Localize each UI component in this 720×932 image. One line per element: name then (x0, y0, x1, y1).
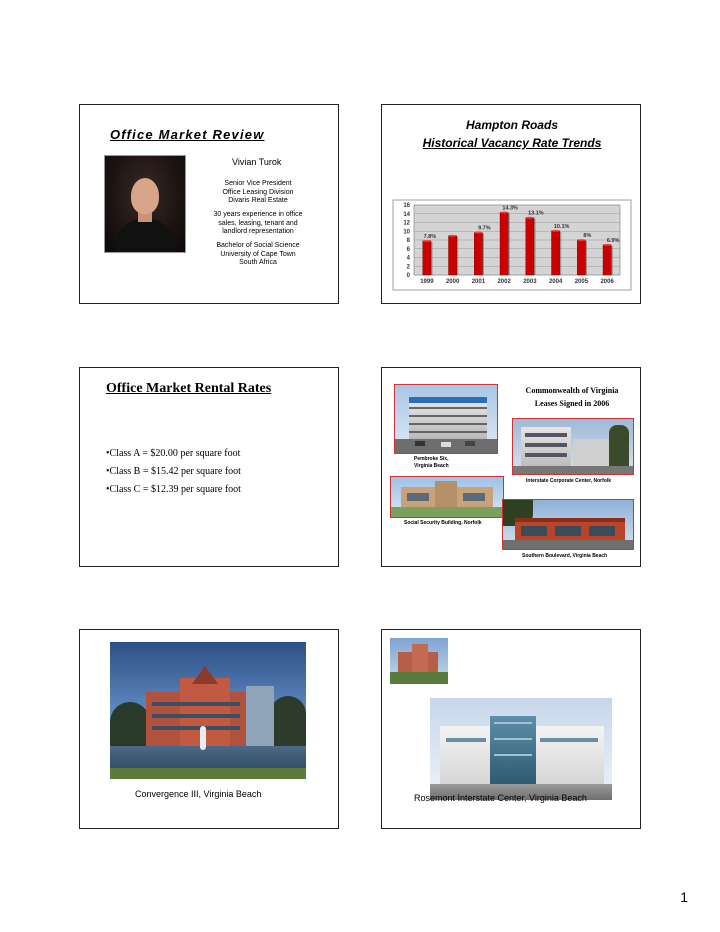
pembroke-caption-line1: Pembroke Six, (414, 456, 449, 462)
x-tick-label: 1999 (420, 279, 434, 285)
x-tick-label: 2003 (523, 279, 537, 285)
x-tick-label: 2001 (471, 279, 486, 285)
slide-leases-signed (381, 367, 641, 567)
slide-rosemont-interstate (381, 629, 641, 829)
data-label: 7.8% (423, 233, 437, 240)
convergence-iii-photo (110, 642, 306, 779)
southern-boulevard-photo (502, 499, 634, 550)
y-tick-label: 8 (406, 238, 410, 244)
bar-2000 (449, 236, 457, 275)
bar-top (423, 240, 431, 242)
experience-line: landlord representation (222, 228, 294, 235)
slide-office-market-review (79, 104, 339, 304)
chart-title-line1: Hampton Roads (465, 118, 558, 132)
bar-1999 (423, 241, 431, 275)
x-tick-label: 2004 (548, 279, 563, 285)
bar-top (552, 230, 560, 232)
slide-title-line2: Leases Signed in 2006 (534, 399, 610, 408)
social-security-building-photo (390, 476, 504, 518)
convergence-caption: Convergence III, Virginia Beach (135, 789, 262, 799)
pembroke-six-photo (394, 384, 498, 454)
rosemont-caption: Rosemont Interstate Center, Virginia Beach (414, 793, 587, 803)
slide-title: Office Market Review (110, 127, 265, 142)
page-number: 1 (680, 889, 688, 905)
bar-2003 (526, 218, 534, 275)
bar-2004 (552, 231, 560, 275)
bar-top (577, 239, 585, 241)
experience-line: sales, leasing, tenant and (218, 219, 298, 227)
interstate-caption: Interstate Corporate Center, Norfolk (526, 478, 612, 484)
experience-line: 30 years experience in office (213, 211, 303, 218)
y-tick-label: 10 (403, 229, 410, 236)
slide-convergence-iii (79, 629, 339, 829)
interstate-corporate-center-photo (512, 418, 634, 475)
rosemont-interstate-center-photo (430, 698, 612, 800)
data-label: 9.7% (478, 225, 491, 232)
y-tick-label: 4 (406, 255, 410, 262)
y-tick-label: 2 (406, 264, 410, 271)
bar-2001 (474, 233, 482, 275)
y-tick-label: 6 (406, 246, 410, 253)
rate-class-c: •Class C = $12.39 per square foot (106, 484, 241, 495)
role-line: Divaris Real Estate (228, 197, 288, 204)
experience-block (198, 211, 318, 237)
rate-class-a: •Class A = $20.00 per square foot (106, 448, 241, 459)
role-line: Senior Vice President (224, 180, 292, 187)
social-security-caption: Social Security Building, Norfolk (404, 520, 482, 526)
y-tick-label: 16 (403, 203, 410, 209)
data-label: 8% (583, 233, 592, 239)
data-label: 10.1% (553, 223, 570, 230)
bar-top (526, 217, 534, 219)
vacancy-bar-chart (392, 199, 632, 291)
y-tick-label: 14 (403, 211, 410, 218)
data-label: 13.1% (528, 210, 544, 217)
southern-boulevard-caption: Southern Boulevard, Virginia Beach (522, 553, 608, 559)
slide-vacancy-trends (381, 104, 641, 304)
data-label: 14.3% (502, 205, 518, 212)
pembroke-caption-line2: Virginia Beach (414, 463, 449, 469)
bar-2002 (500, 212, 508, 275)
portrait-photo (104, 155, 186, 253)
slide-rental-rates (79, 367, 339, 567)
education-block (198, 242, 318, 268)
chart-title-line2: Historical Vacancy Rate Trends (422, 136, 602, 150)
slide-title-line1: Commonwealth of Virginia (525, 386, 619, 395)
education-line: South Africa (239, 259, 277, 266)
x-tick-label: 2005 (574, 279, 589, 285)
data-label: 6.9% (606, 237, 620, 244)
bar-top (474, 232, 482, 234)
y-tick-label: 0 (406, 273, 410, 279)
presenter-name: Vivian Turok (232, 157, 282, 167)
x-tick-label: 2002 (497, 279, 511, 285)
education-line: Bachelor of Social Science (216, 242, 300, 249)
bar-2005 (577, 240, 585, 275)
bar-top (449, 235, 457, 237)
x-tick-label: 2006 (600, 279, 614, 285)
slide-title: Office Market Rental Rates (106, 381, 272, 396)
role-block (198, 180, 318, 206)
education-line: University of Cape Town (220, 250, 296, 258)
bar-top (500, 212, 508, 214)
x-tick-label: 2000 (445, 279, 460, 285)
rate-class-b: •Class B = $15.42 per square foot (106, 466, 241, 477)
bar-2006 (603, 245, 611, 275)
role-line: Office Leasing Division (222, 188, 294, 196)
bar-top (603, 244, 611, 246)
y-tick-label: 12 (403, 220, 410, 227)
rosemont-small-photo (390, 638, 448, 684)
